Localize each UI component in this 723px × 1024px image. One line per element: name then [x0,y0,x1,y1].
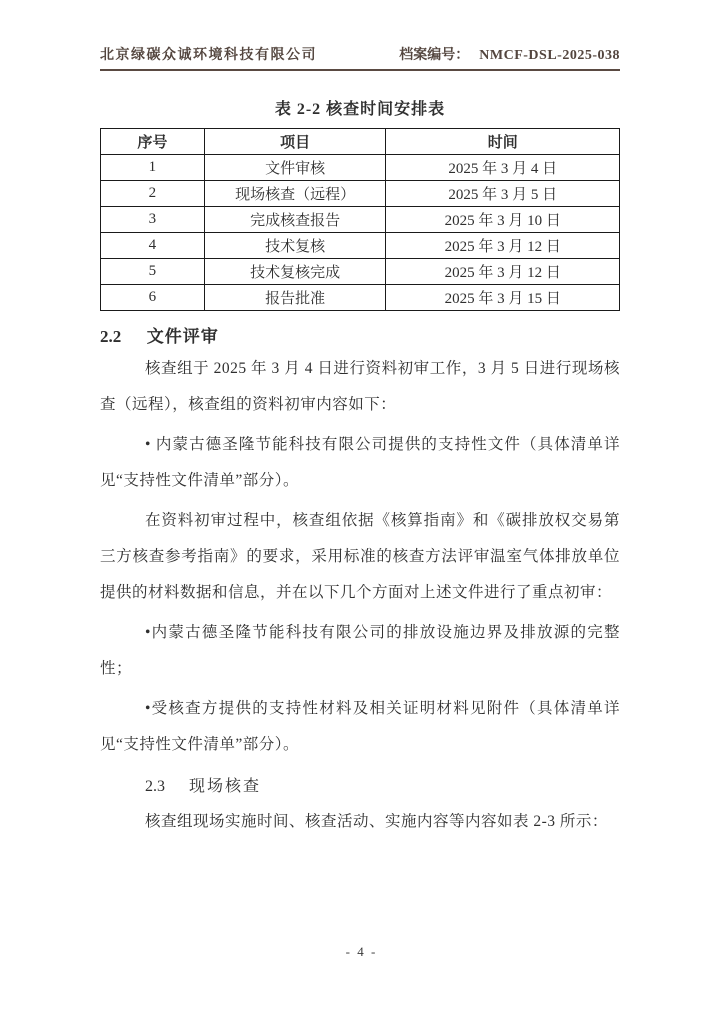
cell-item: 文件审核 [204,155,386,181]
archive-number-value: NMCF-DSL-2025-038 [479,48,620,63]
table-header-row [101,129,620,155]
cell-no: 1 [101,155,205,181]
document-body [100,96,620,840]
column-header-no: 序号 [101,129,205,155]
company-name: 北京绿碳众诚环境科技有限公司 [100,48,317,63]
bullet-paragraph: •受核查方提供的支持性材料及相关证明材料见附件（具体清单详见“支持性文件清单”部分）。 [100,700,620,753]
cell-no: 6 [101,285,205,311]
page-number: - 4 - [345,944,378,959]
section-number: 2.2 [100,327,122,346]
cell-item: 现场核查（远程） [204,181,386,207]
cell-item: 完成核查报告 [204,207,386,233]
table-row [101,233,620,259]
cell-time: 2025 年 3 月 10 日 [386,207,620,233]
table-row [101,285,620,311]
column-header-item: 项目 [204,129,386,155]
bullet-paragraph: • 内蒙古德圣隆节能科技有限公司提供的支持性文件（具体清单详见“支持性文件清单”部分）。 [100,436,620,489]
paragraph-review: 在资料初审过程中，核查组依据《核算指南》和《碳排放权交易第三方核查参考指南》的要求，采用标准的核查方法评审温室气体排放单位提供的材料数据和信息，并在以下几个方面对上述文件进行了重点初审： [100,512,620,601]
page-header [100,44,620,71]
table-row [101,207,620,233]
cell-item: 技术复核 [204,233,386,259]
cell-item: 报告批准 [204,285,386,311]
table-row [101,155,620,181]
cell-no: 3 [101,207,205,233]
page-footer [0,944,723,960]
cell-no: 4 [101,233,205,259]
cell-time: 2025 年 3 月 12 日 [386,233,620,259]
cell-time: 2025 年 3 月 5 日 [386,181,620,207]
section-number: 2.3 [145,778,165,795]
cell-no: 5 [101,259,205,285]
table-caption: 表 2-2 核查时间安排表 [274,101,446,118]
schedule-table [100,128,620,311]
table-row [101,259,620,285]
cell-time: 2025 年 3 月 12 日 [386,259,620,285]
cell-time: 2025 年 3 月 15 日 [386,285,620,311]
archive-number-block [399,44,620,64]
section-title: 现场核查 [189,778,262,795]
paragraph-intro: 核查组于 2025 年 3 月 4 日进行资料初审工作，3 月 5 日进行现场核查（远程），核查组的资料初审内容如下： [100,360,620,413]
archive-label: 档案编号： [399,48,470,63]
section-heading-2-3 [145,773,620,796]
bullet-paragraph: •内蒙古德圣隆节能科技有限公司的排放设施边界及排放源的完整性； [100,624,620,677]
cell-no: 2 [101,181,205,207]
section-title: 文件评审 [146,327,219,346]
cell-time: 2025 年 3 月 4 日 [386,155,620,181]
paragraph-onsite: 核查组现场实施时间、核查活动、实施内容等内容如表 2-3 所示： [145,813,608,830]
column-header-time: 时间 [386,129,620,155]
section-heading-2-2 [100,322,620,347]
table-row [101,181,620,207]
cell-item: 技术复核完成 [204,259,386,285]
